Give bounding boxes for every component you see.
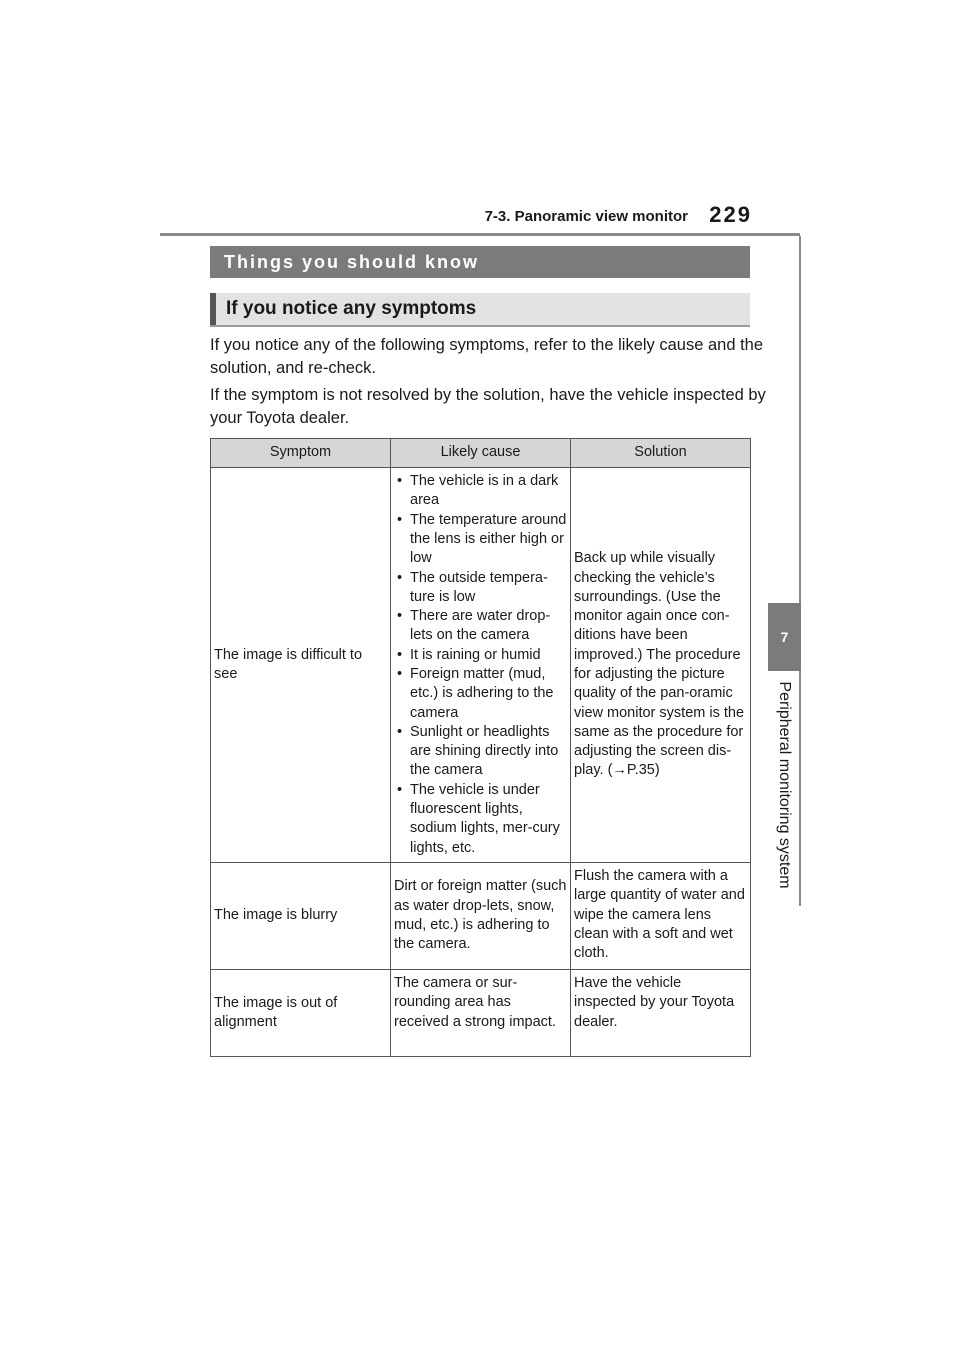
solution-cell: Back up while visually checking the vehicle’s surroundings. (Use the monitor again once con-ditions have been improved.) The procedure for adjusting the picture quality of the pan-oramic view monitor system is the same as the procedure for adjusting the screen dis-play. (→P.35): [571, 468, 751, 863]
page-header: [160, 200, 800, 236]
subheading-bar: [210, 293, 216, 325]
cause-item: • Sunlight or headlights are shining directly into the camera: [394, 723, 567, 781]
intro-paragraph: If you notice any of the following symptoms, refer to the likely cause and the solution, and re-check.: [210, 336, 764, 377]
symptom-cell: The image is difficult to see: [211, 468, 391, 863]
cause-cell: [391, 468, 571, 863]
symptom-table: [210, 438, 751, 1057]
cause-item: • The vehicle is in a dark area: [394, 472, 567, 511]
solution-cell: Flush the camera with a large quantity of water and wipe the camera lens clean with a soft and wet cloth.: [571, 863, 751, 970]
table-row: [211, 970, 751, 1057]
chapter-tab: 7: [768, 603, 801, 671]
header-solution: Solution: [571, 439, 751, 468]
subheading-text: If you notice any symptoms: [226, 298, 477, 319]
header-rule: [160, 233, 800, 236]
cause-cell: Dirt or foreign matter (such as water drop-lets, snow, mud, etc.) is adhering to the camera.: [391, 863, 571, 970]
solution-cell: Have the vehicle inspected by your Toyota dealer.: [571, 970, 751, 1057]
section-title: 7-3. Panoramic view monitor: [484, 208, 688, 225]
header-likely-cause: Likely cause: [391, 439, 571, 468]
section-banner: Things you should know: [210, 246, 750, 278]
cause-item: • Foreign matter (mud, etc.) is adhering to the camera: [394, 665, 567, 723]
followup-paragraph: If the symptom is not resolved by the solution, have the vehicle inspected by your Toyota dealer.: [210, 386, 766, 427]
cause-list: [394, 472, 567, 858]
side-divider: [799, 236, 801, 906]
chapter-label: Peripheral monitoring system: [776, 681, 793, 889]
cause-cell: The camera or sur-rounding area has received a strong impact.: [391, 970, 571, 1057]
table-header-row: [211, 439, 751, 468]
cause-item: • It is raining or humid: [394, 646, 567, 665]
cause-item: • There are water drop-lets on the camera: [394, 607, 567, 646]
cause-item: • The outside tempera-ture is low: [394, 569, 567, 608]
subheading: [210, 293, 750, 327]
cause-item: • The temperature around the lens is either high or low: [394, 511, 567, 569]
symptom-cell: The image is blurry: [211, 863, 391, 970]
cause-item: • The vehicle is under fluorescent lights, sodium lights, mer-cury lights, etc.: [394, 781, 567, 858]
header-symptom: Symptom: [211, 439, 391, 468]
symptom-cell: The image is out of alignment: [211, 970, 391, 1057]
table-row: [211, 468, 751, 863]
table-row: [211, 863, 751, 970]
page-number: 229: [709, 202, 752, 227]
